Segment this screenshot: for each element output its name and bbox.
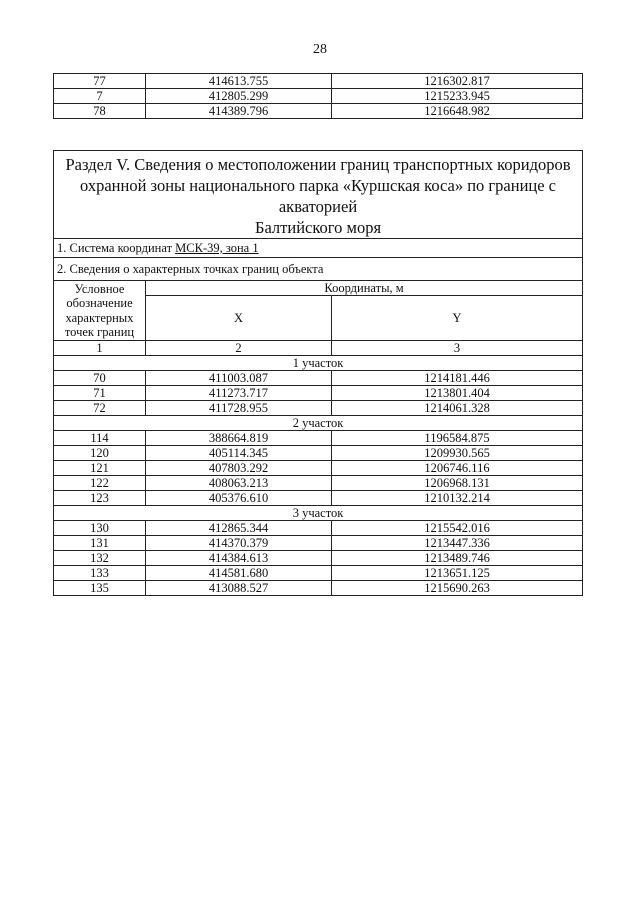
y-coordinate-cell: 1216302.817: [332, 74, 583, 89]
y-coordinate-cell: 1196584.875: [332, 431, 583, 446]
x-coordinate-cell: 414581.680: [146, 566, 332, 581]
x-coordinate-cell: 411273.717: [146, 386, 332, 401]
y-coordinate-cell: 1213489.746: [332, 551, 583, 566]
header-row: [54, 281, 583, 296]
table-row: [54, 401, 583, 416]
point-number-cell: 135: [54, 581, 146, 596]
table-row: [54, 491, 583, 506]
section-title-line: Балтийского моря: [254, 218, 382, 237]
x-coordinate-cell: 414370.379: [146, 536, 332, 551]
point-number-cell: 72: [54, 401, 146, 416]
x-coordinate-cell: 413088.527: [146, 581, 332, 596]
x-coordinate-cell: 411728.955: [146, 401, 332, 416]
y-coordinate-cell: 1213801.404: [332, 386, 583, 401]
coord-system-value: МСК-39, зона 1: [175, 241, 259, 255]
y-coordinate-cell: 1213447.336: [332, 536, 583, 551]
point-number-cell: 133: [54, 566, 146, 581]
table-row: [54, 581, 583, 596]
x-coordinate-cell: 411003.087: [146, 371, 332, 386]
page-number: 28: [313, 42, 327, 57]
table-row: [54, 446, 583, 461]
y-coordinate-cell: 1215690.263: [332, 581, 583, 596]
plot-header-row: [54, 506, 583, 521]
x-coordinate-cell: 388664.819: [146, 431, 332, 446]
x-coordinate-cell: 414389.796: [146, 104, 332, 119]
table-row: [54, 566, 583, 581]
point-number-cell: 78: [54, 104, 146, 119]
section-title-row: [54, 151, 583, 239]
point-number-cell: 77: [54, 74, 146, 89]
y-coordinate-cell: 1210132.214: [332, 491, 583, 506]
table-row: [54, 536, 583, 551]
x-coordinate-cell: 414613.755: [146, 74, 332, 89]
table-row: [54, 74, 583, 89]
point-number-cell: 114: [54, 431, 146, 446]
continuation-table: [53, 73, 583, 119]
point-number-cell: 7: [54, 89, 146, 104]
header-x: X: [146, 296, 332, 341]
x-coordinate-cell: 412805.299: [146, 89, 332, 104]
table-row: [54, 461, 583, 476]
plot-name: 3 участок: [54, 506, 583, 521]
section-table: [53, 150, 583, 596]
point-number-cell: 130: [54, 521, 146, 536]
y-coordinate-cell: 1215542.016: [332, 521, 583, 536]
table-row: [54, 521, 583, 536]
y-coordinate-cell: 1213651.125: [332, 566, 583, 581]
plot-header-row: [54, 416, 583, 431]
point-number-cell: 70: [54, 371, 146, 386]
point-number-cell: 131: [54, 536, 146, 551]
points-info-cell: 2. Сведения о характерных точках границ объекта: [54, 258, 583, 281]
header-coords: Координаты, м: [146, 281, 583, 296]
section-title-line: охранной зоны национального парка «Куршская коса» по границе с акваторией: [80, 176, 557, 216]
plot-name: 1 участок: [54, 356, 583, 371]
header-condition: Условное обозначение характерных точек границ: [54, 281, 146, 341]
y-coordinate-cell: 1209930.565: [332, 446, 583, 461]
point-number-cell: 122: [54, 476, 146, 491]
point-number-cell: 120: [54, 446, 146, 461]
table-row: [54, 551, 583, 566]
point-number-cell: 121: [54, 461, 146, 476]
x-coordinate-cell: 408063.213: [146, 476, 332, 491]
table-row: [54, 89, 583, 104]
plot-header-row: [54, 356, 583, 371]
header-y: Y: [332, 296, 583, 341]
point-number-cell: 71: [54, 386, 146, 401]
table-row: [54, 431, 583, 446]
x-coordinate-cell: 412865.344: [146, 521, 332, 536]
point-number-cell: 123: [54, 491, 146, 506]
y-coordinate-cell: 1214181.446: [332, 371, 583, 386]
table-row: [54, 476, 583, 491]
column-number: 3: [332, 341, 583, 356]
table-row: [54, 386, 583, 401]
point-number-cell: 132: [54, 551, 146, 566]
table-row: [54, 104, 583, 119]
x-coordinate-cell: 405376.610: [146, 491, 332, 506]
x-coordinate-cell: 407803.292: [146, 461, 332, 476]
coord-system-label: 1. Система координат: [57, 241, 176, 255]
column-number: 1: [54, 341, 146, 356]
table-row: [54, 371, 583, 386]
points-info-row: [54, 258, 583, 281]
y-coordinate-cell: 1215233.945: [332, 89, 583, 104]
y-coordinate-cell: 1214061.328: [332, 401, 583, 416]
column-numbers-row: [54, 341, 583, 356]
y-coordinate-cell: 1216648.982: [332, 104, 583, 119]
coord-system-row: [54, 239, 583, 258]
column-number: 2: [146, 341, 332, 356]
x-coordinate-cell: 414384.613: [146, 551, 332, 566]
y-coordinate-cell: 1206746.116: [332, 461, 583, 476]
coord-system-cell: [54, 239, 583, 258]
section-title: [54, 151, 583, 239]
section-title-line: Раздел V. Сведения о местоположении границ транспортных коридоров: [65, 155, 571, 174]
x-coordinate-cell: 405114.345: [146, 446, 332, 461]
plot-name: 2 участок: [54, 416, 583, 431]
y-coordinate-cell: 1206968.131: [332, 476, 583, 491]
